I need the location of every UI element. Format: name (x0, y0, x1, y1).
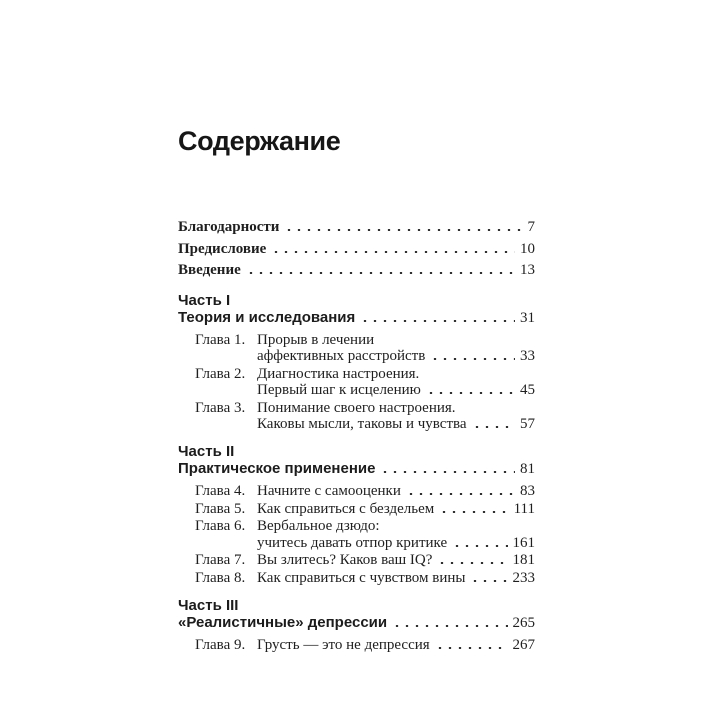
chapter-title-text: Грусть — это не депрессия (257, 636, 430, 653)
page-number: 33 (520, 348, 535, 365)
dot-leader (472, 426, 515, 428)
chapter-title (257, 400, 535, 433)
chapter-entry (178, 518, 535, 551)
chapter-title (257, 518, 535, 551)
page-number: 83 (520, 483, 535, 500)
chapter-title (257, 637, 535, 654)
chapter-title-last-line (257, 552, 535, 569)
chapter-title-text: Первый шаг к исцелению (257, 382, 421, 399)
chapter-entry (178, 366, 535, 399)
chapter-title-text: учитесь давать отпор критике (257, 534, 448, 551)
chapter-label: Глава 6. (195, 518, 246, 535)
page-number: 45 (520, 382, 535, 399)
part-title-row (178, 460, 535, 478)
chapter-label: Глава 1. (195, 331, 246, 348)
chapter-title-text: Как справиться с чувством вины (257, 570, 466, 587)
chapter-title-last-line (257, 348, 535, 365)
chapter-title-line: Вербальное дзюдо: (257, 518, 380, 535)
part-section (178, 443, 535, 587)
chapter-title-last-line (257, 483, 535, 500)
page-number: 81 (520, 461, 535, 478)
chapter-list (178, 332, 535, 434)
front-matter-entry (178, 239, 535, 261)
dot-leader (426, 392, 515, 394)
dot-leader (406, 493, 515, 495)
page-number: 57 (520, 416, 535, 433)
toc-content (178, 0, 535, 654)
chapter-title-last-line (257, 570, 535, 587)
part-section (178, 292, 535, 434)
chapter-entry (178, 552, 535, 569)
chapter-label: Глава 5. (195, 500, 246, 517)
part-title: Теория и исследования (178, 308, 356, 326)
chapter-title-text: Каковы мысли, таковы и чувства (257, 416, 467, 433)
chapter-title-last-line (257, 416, 535, 433)
chapter-list (178, 483, 535, 587)
chapter-title-text: аффективных расстройств (257, 348, 426, 365)
chapter-label: Глава 2. (195, 365, 246, 382)
page-number: 31 (520, 309, 535, 326)
chapter-title (257, 501, 535, 518)
front-matter-entry (178, 260, 535, 282)
front-matter-entry (178, 217, 535, 239)
page-number: 233 (512, 570, 535, 587)
chapter-title (257, 366, 535, 399)
chapter-title-last-line (257, 637, 535, 654)
chapter-title (257, 570, 535, 587)
chapter-entry (178, 501, 535, 518)
part-label: Часть III (178, 596, 239, 614)
part-label: Часть II (178, 443, 235, 461)
chapter-entry (178, 332, 535, 365)
dot-leader (470, 580, 507, 582)
page-number: 10 (520, 240, 535, 257)
page-number: 13 (520, 262, 535, 278)
chapter-title-text: Вы злитесь? Каков ваш IQ? (257, 552, 433, 569)
chapter-label: Глава 9. (195, 636, 246, 653)
chapter-label: Глава 3. (195, 399, 246, 416)
page-number: 267 (512, 636, 535, 653)
chapter-title-line: Диагностика настроения. (257, 365, 420, 382)
dot-leader (430, 358, 515, 360)
dot-leader (439, 511, 508, 513)
chapter-title-text: Как справиться с бездельем (257, 500, 435, 517)
page-number: 161 (512, 534, 535, 551)
chapter-title (257, 332, 535, 365)
dot-leader (246, 272, 515, 274)
chapter-title-line: Прорыв в лечении (257, 331, 375, 348)
chapter-title-last-line (257, 501, 535, 518)
dot-leader (380, 471, 515, 473)
page-number: 181 (512, 552, 535, 569)
entry-label: Предисловие (178, 240, 267, 257)
dot-leader (392, 625, 507, 627)
dot-leader (437, 562, 507, 564)
chapter-label: Глава 4. (195, 483, 246, 500)
chapter-entry (178, 637, 535, 654)
dot-leader (360, 320, 515, 322)
part-title-row (178, 309, 535, 327)
dot-leader (435, 647, 508, 649)
chapter-entry (178, 570, 535, 587)
page-number: 7 (527, 219, 535, 235)
chapter-title (257, 483, 535, 500)
front-matter-list (178, 217, 535, 282)
chapter-entry (178, 400, 535, 433)
page-number: 111 (513, 500, 535, 517)
chapter-list (178, 637, 535, 654)
chapter-label: Глава 8. (195, 570, 246, 587)
chapter-title (257, 552, 535, 569)
chapter-title-last-line (257, 382, 535, 399)
chapter-title-last-line (257, 535, 535, 552)
chapter-label: Глава 7. (195, 552, 246, 569)
part-title: Практическое применение (178, 460, 376, 478)
chapter-title-line: Понимание своего настроения. (257, 399, 456, 416)
part-label: Часть I (178, 291, 231, 309)
entry-label: Введение (178, 262, 241, 278)
entry-label: Благодарности (178, 219, 280, 235)
dot-leader (271, 251, 515, 253)
chapter-entry (178, 483, 535, 500)
dot-leader (452, 545, 507, 547)
page-number: 265 (512, 614, 535, 631)
part-title: «Реалистичные» депрессии (178, 613, 388, 631)
page-title: Содержание (178, 126, 341, 156)
chapter-title-text: Начните с самооценки (257, 483, 401, 500)
part-title-row (178, 614, 535, 632)
dot-leader (284, 229, 522, 231)
part-section (178, 597, 535, 654)
